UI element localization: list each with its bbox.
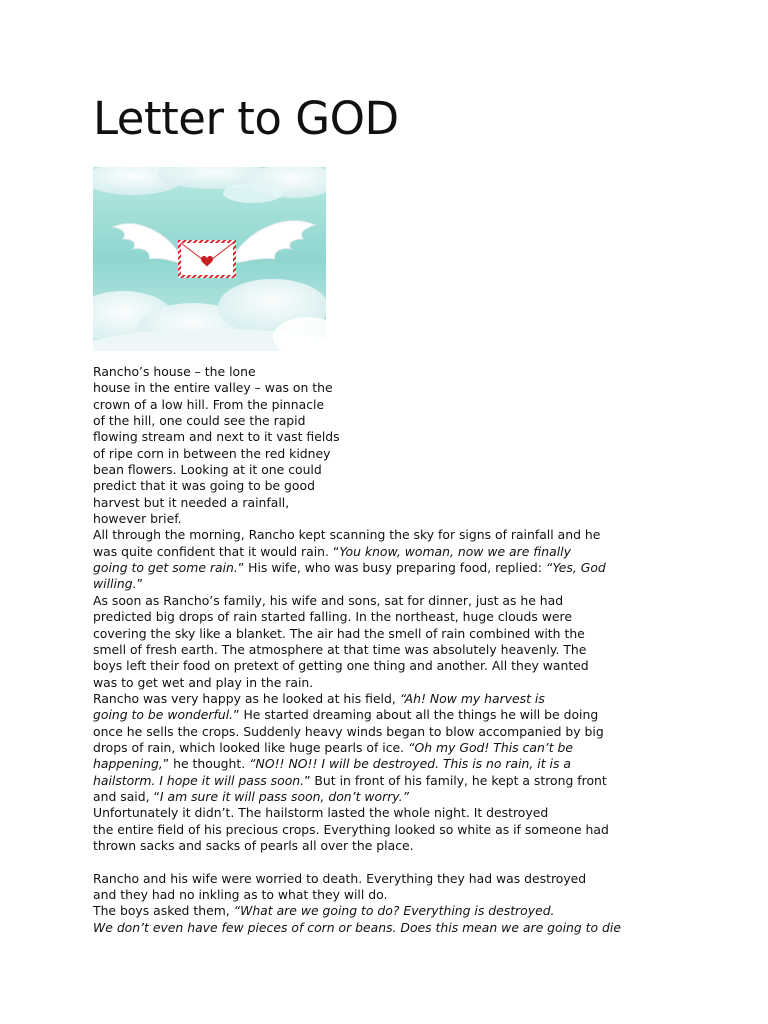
text-line	[93, 527, 601, 543]
text-line	[93, 658, 593, 674]
text-run: harvest but it needed a rainfall,	[93, 494, 290, 510]
text-run: ”	[136, 576, 143, 592]
text-run: however brief.	[93, 511, 182, 527]
text-run: the entire field of his precious crops. Everything looked so white as if someone had	[93, 821, 609, 837]
text-run: drops of rain, which looked like huge pearls of ice.	[93, 739, 409, 755]
document-title: Letter to GOD	[93, 92, 399, 145]
italic-text-run: “Ah! Now my harvest is	[399, 690, 545, 706]
italic-text-run: “Oh my God! This can’t be	[408, 739, 574, 755]
text-line	[93, 397, 593, 413]
text-run: ” But in front of his family, he kept a strong front	[304, 772, 607, 788]
italic-text-run: “What are we going to do? Everything is destroyed.	[233, 903, 555, 919]
italic-text-run: happening,	[93, 756, 163, 772]
text-line	[93, 756, 593, 772]
text-line	[93, 380, 593, 396]
text-run: As soon as Rancho’s family, his wife and sons, sat for dinner, just as he had	[93, 592, 564, 608]
text-run: Unfortunately it didn’t. The hailstorm lasted the whole night. It destroyed	[93, 805, 549, 821]
text-run: predict that it was going to be good	[93, 478, 315, 494]
text-line	[93, 364, 593, 380]
text-run: crown of a low hill. From the pinnacle	[93, 396, 325, 412]
text-line	[93, 789, 593, 805]
text-line	[93, 675, 593, 691]
italic-text-run: “Yes, God	[545, 560, 606, 576]
winged-envelope-illustration	[93, 167, 326, 351]
text-line	[93, 723, 604, 740]
text-run: house in the entire valley – was on the	[93, 380, 333, 396]
text-line	[93, 495, 593, 511]
text-run: and they had no inkling as to what they will do.	[93, 887, 388, 902]
text-run: was to get wet and play in the rain.	[93, 674, 314, 690]
italic-text-run: hailstorm. I hope it will pass soon.	[93, 772, 305, 788]
text-run: Rancho was very happy as he looked at his field,	[93, 690, 400, 706]
text-line	[93, 691, 593, 707]
text-run: ” he thought.	[162, 756, 250, 772]
text-run: once he sells the crops. Suddenly heavy winds began to blow accompanied by big	[93, 723, 604, 739]
text-line	[93, 446, 593, 462]
text-run: covering the sky like a blanket. The air had the smell of rain combined with the	[93, 625, 585, 641]
italic-text-run: “NO!! NO!! I will be destroyed. This is no rain, it is a	[249, 756, 571, 772]
text-run: ” He started dreaming about all the things he will be doing	[233, 707, 599, 723]
text-line	[93, 821, 609, 838]
text-run: flowing stream and next to it vast fields	[93, 429, 340, 445]
italic-text-run: I am sure it will pass soon, don’t worry.”	[159, 788, 410, 804]
letter-body-text	[93, 364, 621, 936]
text-line	[93, 609, 593, 625]
text-line	[93, 511, 593, 527]
text-run: of ripe corn in between the red kidney	[93, 445, 331, 461]
text-line	[93, 887, 593, 903]
text-line	[93, 429, 593, 445]
text-line	[93, 560, 606, 576]
paragraph-gap	[93, 854, 593, 870]
text-run: All through the morning, Rancho kept scanning the sky for signs of rainfall and he	[93, 527, 601, 543]
italic-text-run: willing.	[93, 576, 137, 592]
text-run: smell of fresh earth. The atmosphere at that time was absolutely heavenly. The	[93, 641, 587, 657]
text-line	[93, 772, 607, 789]
text-run: predicted big drops of rain started falling. In the northeast, huge clouds were	[93, 609, 572, 625]
text-line	[93, 544, 593, 560]
text-run: was quite confident that it would rain. “	[93, 543, 340, 559]
text-run: and said, “	[93, 788, 160, 804]
italic-text-run: You know, woman, now we are finally	[339, 543, 571, 559]
text-line	[93, 919, 621, 936]
text-line	[93, 576, 593, 592]
text-run: Rancho and his wife were worried to death. Everything they had was destroyed	[93, 870, 587, 886]
text-line	[93, 838, 593, 854]
text-run: Rancho’s house – the lone	[93, 364, 256, 379]
italic-text-run: We don’t even have few pieces of corn or beans. Does this mean we are going to die	[93, 919, 621, 935]
text-run: thrown sacks and sacks of pearls all over the place.	[93, 837, 414, 853]
text-line	[93, 642, 593, 658]
italic-text-run: going to get some rain.	[93, 560, 238, 576]
text-line	[93, 478, 593, 494]
text-run: bean flowers. Looking at it one could	[93, 462, 322, 478]
text-line	[93, 740, 593, 756]
text-line	[93, 871, 593, 887]
text-line	[93, 593, 593, 609]
text-line	[93, 707, 599, 723]
text-line	[93, 462, 593, 478]
text-line	[93, 413, 593, 429]
italic-text-run: going to be wonderful.	[93, 707, 234, 723]
text-run: The boys asked them,	[93, 903, 234, 919]
text-run: of the hill, one could see the rapid	[93, 413, 306, 429]
text-run: boys left their food on pretext of getting one thing and another. All they wanted	[93, 658, 589, 674]
text-line	[93, 805, 593, 821]
text-line	[93, 903, 593, 919]
text-line	[93, 626, 593, 642]
text-run: ” His wife, who was busy preparing food, replied:	[237, 560, 546, 576]
